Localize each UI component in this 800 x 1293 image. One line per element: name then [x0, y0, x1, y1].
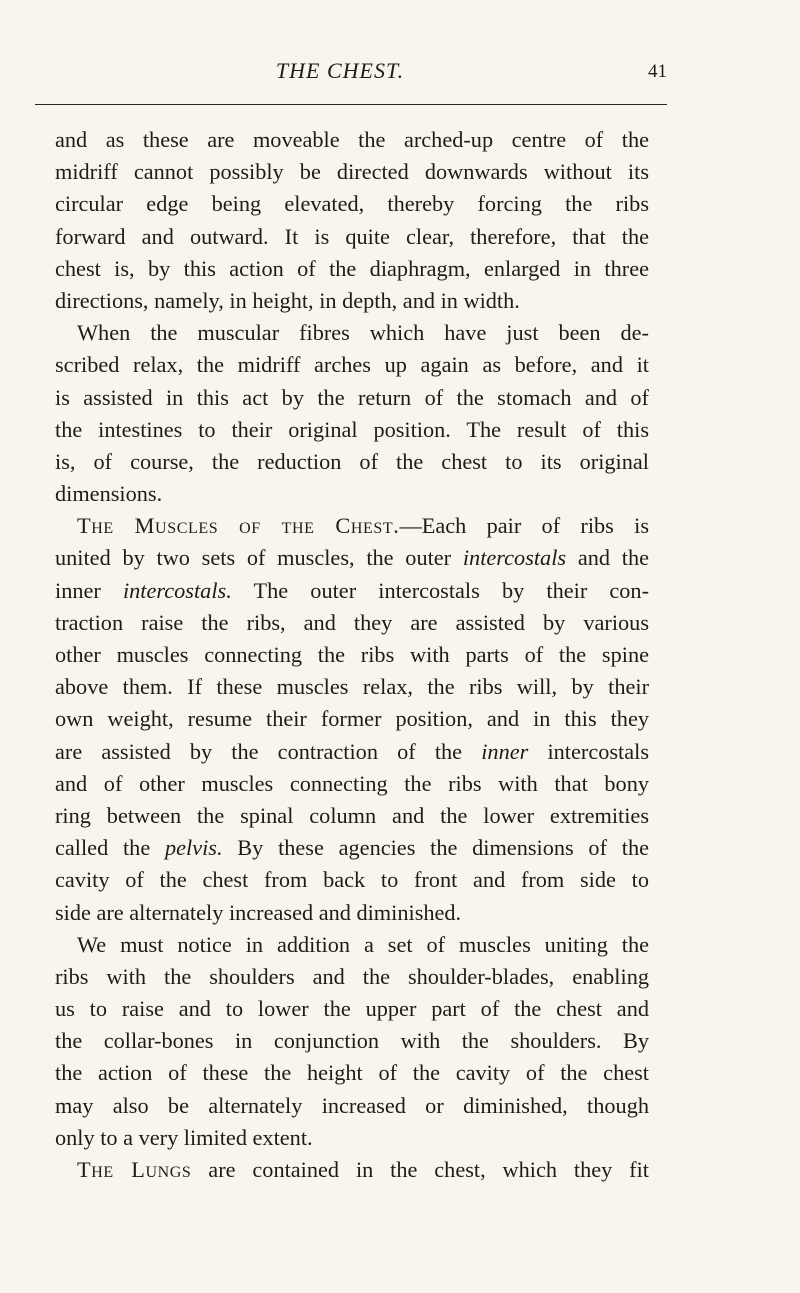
text-line: is, of course, the reduction of the chest to its original — [55, 448, 649, 474]
text-line: chest is, by this action of the diaphragm, enlarged in three — [55, 255, 649, 281]
text-line: us to raise and to lower the upper part of the chest and — [55, 996, 649, 1022]
section-heading-line: The Muscles of the Chest.—Each pair of ribs is — [77, 513, 649, 539]
text-line: scribed relax, the midriff arches up again as before, and it — [55, 352, 649, 378]
section-heading: The Muscles of the Chest. — [77, 513, 400, 539]
text-line: directions, namely, in height, in depth, and in width. — [55, 287, 520, 313]
text-line: are assisted by the contraction of the inner intercostals — [55, 738, 649, 764]
text-line: traction raise the ribs, and they are assisted by various — [55, 609, 649, 635]
text-line: When the muscular fibres which have just been de- — [77, 320, 649, 346]
section-heading: The Lungs — [77, 1157, 192, 1182]
text-line: above them. If these muscles relax, the ribs will, by their — [55, 674, 649, 700]
running-title: THE CHEST. — [275, 58, 405, 83]
text-line: and as these are moveable the arched-up centre of the — [55, 127, 649, 152]
text-line: cavity of the chest from back to front and from side to — [55, 867, 649, 893]
text-line: the action of these the height of the cavity of the chest — [55, 1060, 649, 1086]
text-line: only to a very limited extent. — [55, 1124, 313, 1150]
running-head — [0, 58, 800, 88]
text-line: ring between the spinal column and the lower extremities — [55, 802, 649, 828]
text-line: the collar-bones in conjunction with the shoulders. By — [55, 1028, 649, 1054]
text-line: dimensions. — [55, 481, 163, 507]
text-line: is assisted in this act by the return of the stomach and of — [55, 384, 649, 410]
text-line: and of other muscles connecting the ribs with that bony — [55, 770, 649, 796]
page-number: 41 — [648, 61, 667, 82]
text-line: called the pelvis. By these agencies the dimensions of the — [55, 835, 649, 861]
text-line: circular edge being elevated, thereby forcing the ribs — [55, 191, 649, 217]
text-line: midriff cannot possibly be directed downwards without its — [55, 159, 649, 185]
text-line: forward and outward. It is quite clear, therefore, that the — [55, 223, 649, 249]
text-line: inner intercostals. The outer intercostals by their con- — [55, 577, 650, 603]
header-rule — [35, 104, 667, 105]
text-line: side are alternately increased and diminished. — [55, 899, 462, 925]
text-line: ribs with the shoulders and the shoulder-blades, enabling — [55, 963, 649, 989]
body-text — [55, 124, 649, 1186]
text-line: own weight, resume their former position, and in this they — [55, 706, 649, 732]
text-line: We must notice in addition a set of muscles uniting the — [77, 931, 649, 957]
text-line: other muscles connecting the ribs with parts of the spine — [55, 642, 649, 667]
text-line: the intestines to their original position. The result of this — [55, 416, 649, 442]
text-line: united by two sets of muscles, the outer intercostals and the — [55, 545, 650, 571]
section-heading-line: The Lungs are contained in the chest, which they fit — [77, 1157, 649, 1182]
text-line: may also be alternately increased or diminished, though — [55, 1092, 649, 1118]
